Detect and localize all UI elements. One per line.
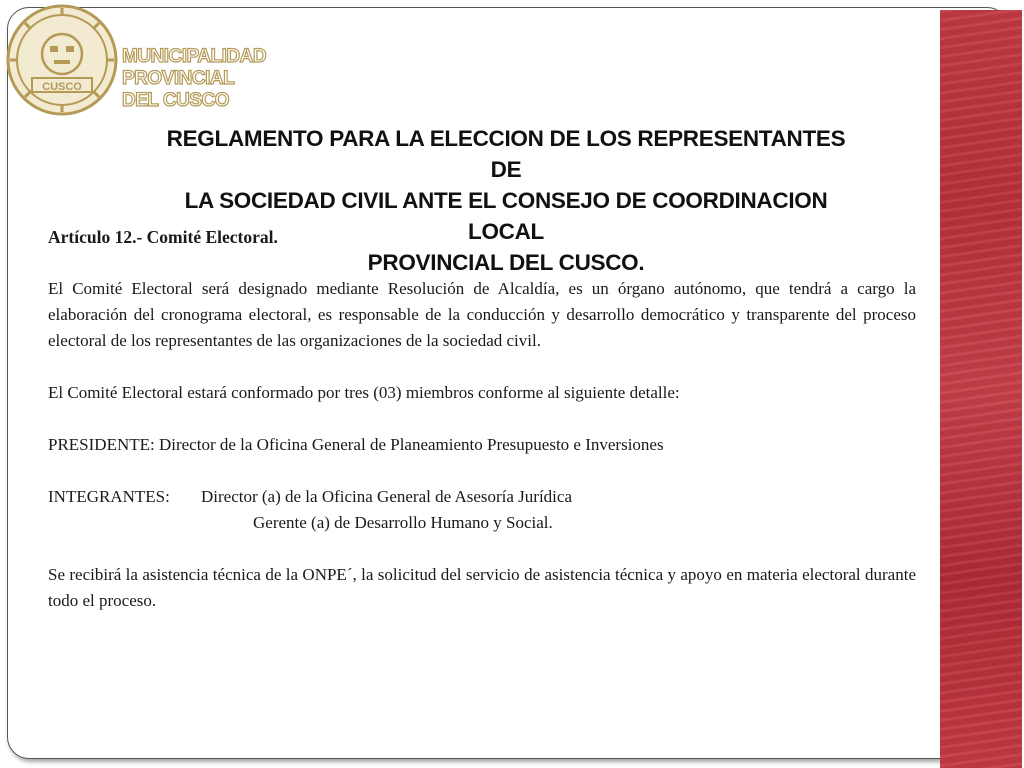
seal-text: CUSCO bbox=[42, 81, 82, 93]
member-1: Director (a) de la Oficina General de Asesoría Jurídica bbox=[201, 487, 572, 506]
article-heading: Artículo 12.- Comité Electoral. bbox=[48, 227, 278, 247]
title-line-3: PROVINCIAL DEL CUSCO. bbox=[367, 250, 645, 275]
decorative-red-band bbox=[940, 10, 1022, 768]
members-row bbox=[48, 484, 916, 510]
paragraph-designation: El Comité Electoral será designado mediante Resolución de Alcaldía, es un órgano autónomo, que tendrá a cargo la elaboración del cronograma electoral, es responsable de la conducción y desarrollo democrático y transparente del proceso electoral de los representantes de las organizaciones de la sociedad civil. bbox=[48, 279, 916, 350]
article-body bbox=[48, 224, 916, 640]
member-2: Gerente (a) de Desarrollo Humano y Social. bbox=[253, 513, 553, 532]
title-line-1: REGLAMENTO PARA LA ELECCION DE LOS REPRESENTANTES DE bbox=[166, 126, 846, 182]
title-line-2: LA SOCIEDAD CIVIL ANTE EL CONSEJO DE COORDINACION LOCAL bbox=[184, 188, 828, 244]
paragraph-composition: El Comité Electoral estará conformado por tres (03) miembros conforme al siguiente detalle: bbox=[48, 383, 680, 402]
paragraph-onpe: Se recibirá la asistencia técnica de la ONPE´, la solicitud del servicio de asistencia técnica y apoyo en materia electoral durante todo el proceso. bbox=[48, 565, 916, 610]
municipality-seal-icon bbox=[6, 4, 118, 116]
logo-line-2: PROVINCIAL bbox=[122, 68, 235, 89]
members-label: INTEGRANTES: bbox=[48, 487, 170, 506]
president-line: PRESIDENTE: Director de la Oficina General de Planeamiento Presupuesto e Inversiones bbox=[48, 435, 664, 454]
logo-line-1: MUNICIPALIDAD bbox=[122, 46, 267, 67]
logo-line-3: DEL CUSCO bbox=[122, 90, 230, 111]
municipality-name bbox=[122, 46, 266, 112]
